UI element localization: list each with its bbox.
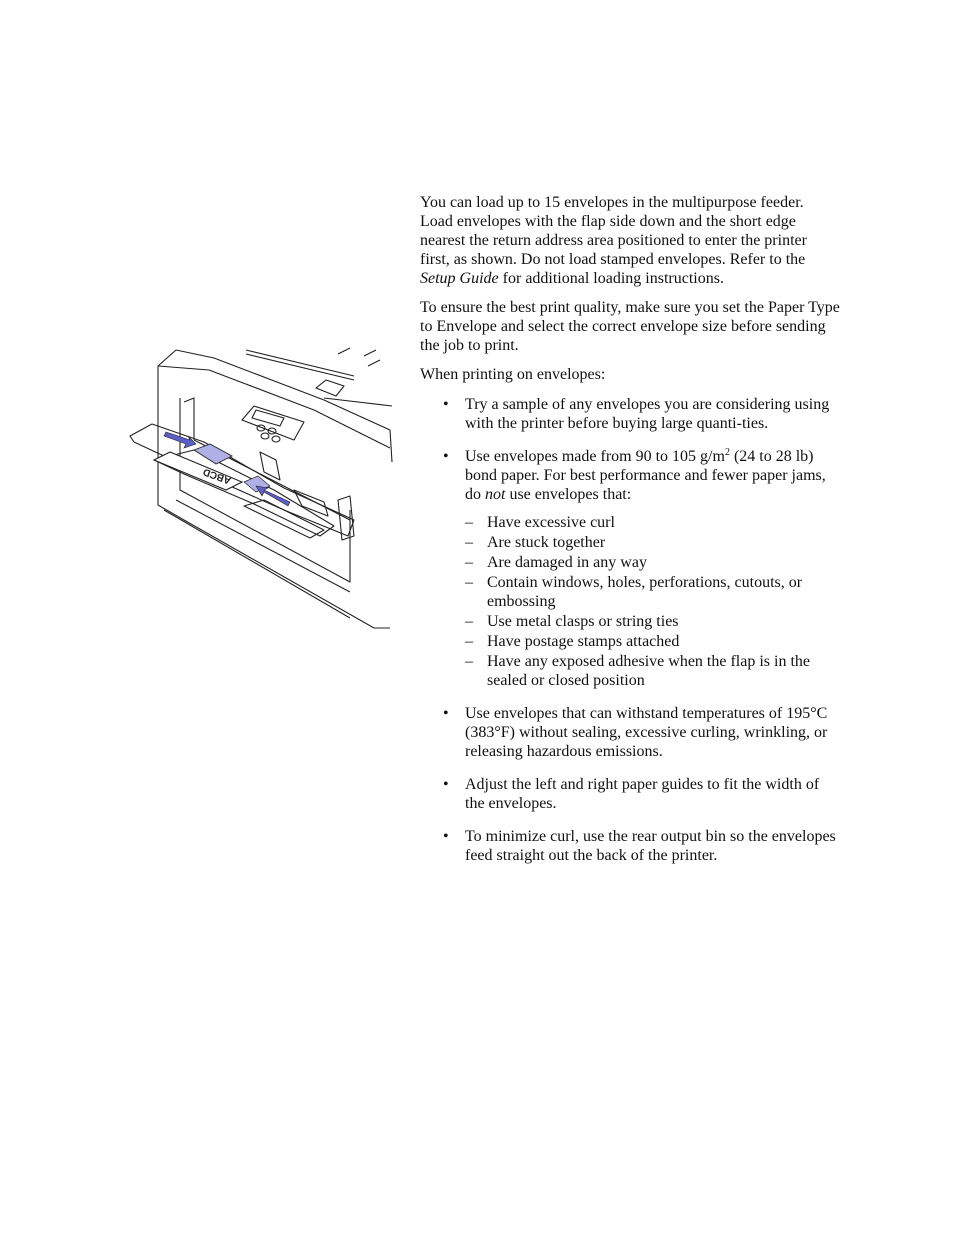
operator-panel: [242, 406, 304, 440]
bullet-text: Try a sample of any envelopes you are considering using with the printer before buying large quanti-ties.: [465, 396, 830, 432]
intro-text-a: You can load up to 15 envelopes in the multipurpose feeder. Load envelopes with the flap side down and the short edge nearest the return address area positioned to enter the printer first, as shown. Do not load stamped envelopes. Refer to the: [420, 194, 807, 268]
bullet-icon: •: [443, 448, 449, 465]
setup-guide-title: Setup Guide: [420, 270, 499, 287]
sub-list-item: [465, 573, 840, 611]
bullet-icon: •: [443, 776, 449, 793]
list-item: [420, 395, 840, 433]
left-paper-guide: [194, 444, 232, 464]
print-quality-paragraph: To ensure the best print quality, make sure you set the Paper Type to Envelope and select the correct envelope size before sending the job to print.: [420, 299, 840, 354]
dash-icon: –: [465, 534, 473, 551]
bullet-text: To minimize curl, use the rear output bin so the envelopes feed straight out the back of the printer.: [465, 828, 836, 864]
superscript: 2: [724, 447, 730, 458]
printer-body: [158, 350, 390, 628]
bullet-text: Adjust the left and right paper guides to fit the width of the envelopes.: [465, 776, 820, 812]
dash-icon: –: [465, 554, 473, 571]
dash-icon: –: [465, 574, 473, 591]
dash-icon: –: [465, 613, 473, 630]
list-item: [420, 447, 840, 690]
bullet-text: Use envelopes made from 90 to 105 g/m: [465, 448, 725, 465]
bullet-icon: •: [443, 396, 449, 413]
intro-text-b: for additional loading instructions.: [498, 270, 724, 287]
envelope-tips-list: [420, 395, 840, 865]
right-arrow-icon: [244, 476, 270, 492]
dash-icon: –: [465, 653, 473, 670]
bullet-text: Use envelopes that can withstand temperatures of 195°C (383°F) without sealing, excessive curling, wrinkling, or releasing hazardous emissions.: [465, 705, 828, 760]
when-printing-heading: When printing on envelopes:: [420, 366, 606, 383]
intro-paragraph: [420, 193, 840, 288]
sub-item-text: Are damaged in any way: [487, 554, 647, 571]
sub-item-text: Have excessive curl: [487, 514, 615, 531]
sub-item-text: Contain windows, holes, perforations, cutouts, or embossing: [487, 574, 803, 610]
envelope-label: ABCD: [201, 465, 233, 486]
list-item: [420, 704, 840, 761]
bullet-text: use envelopes that:: [505, 486, 632, 503]
sub-list-item: [465, 553, 840, 572]
bullet-icon: •: [443, 828, 449, 845]
sub-list-item: [465, 632, 840, 651]
sub-list-item: [465, 612, 840, 631]
avoid-list: [465, 513, 840, 690]
sub-item-text: Have postage stamps attached: [487, 633, 680, 650]
dash-icon: –: [465, 514, 473, 531]
emphasis: not: [485, 486, 506, 503]
list-item: [420, 827, 840, 865]
list-item: [420, 775, 840, 813]
sub-item-text: Are stuck together: [487, 534, 606, 551]
bullet-text: (24 to 28 lb) bond paper. For best performance and fewer paper jams, do: [465, 448, 826, 503]
envelope-loading-illustration: [124, 340, 394, 632]
sub-list-item: [465, 533, 840, 552]
sub-item-text: Have any exposed adhesive when the flap is in the sealed or closed position: [487, 653, 811, 689]
body-text: [420, 193, 840, 879]
sub-list-item: [465, 652, 840, 690]
sub-list-item: [465, 513, 840, 532]
dash-icon: –: [465, 633, 473, 650]
sub-item-text: Use metal clasps or string ties: [487, 613, 679, 630]
bullet-icon: •: [443, 705, 449, 722]
multipurpose-tray: [130, 424, 354, 536]
